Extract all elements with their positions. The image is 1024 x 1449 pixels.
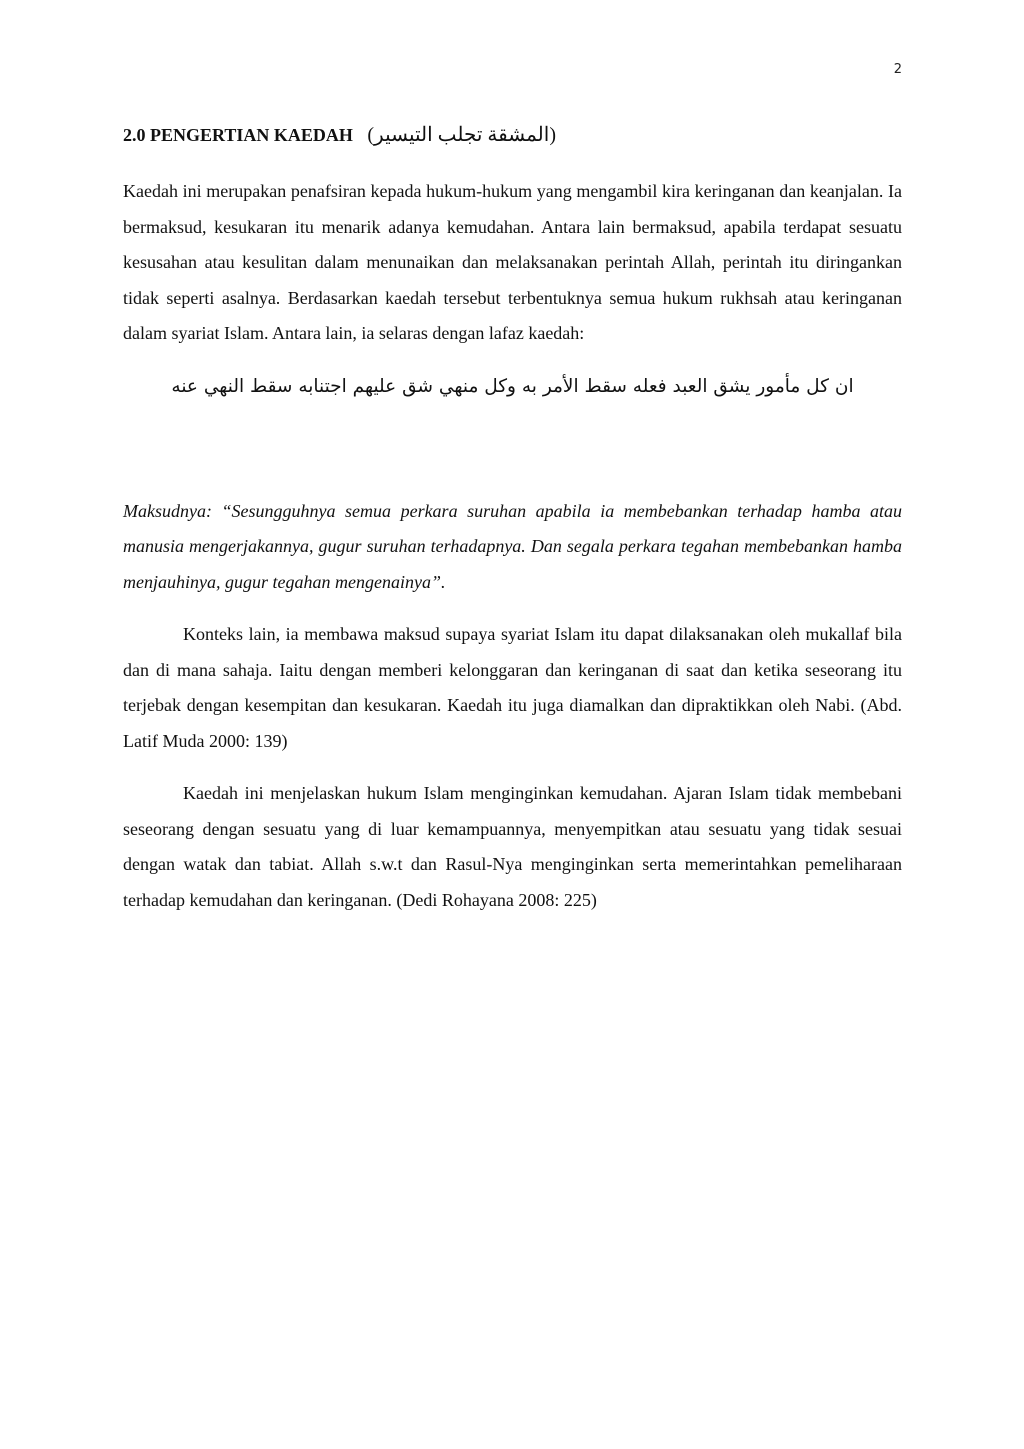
section-heading: [123, 118, 902, 152]
page-number: 2: [893, 62, 902, 77]
section-title: 2.0 PENGERTIAN KAEDAH: [123, 125, 353, 145]
arabic-quote: ان كل مأمور يشق العبد فعله سقط الأمر به وكل منهي شق عليهم اجتنابه سقط النهي عنه: [171, 375, 854, 397]
context-paragraph: Konteks lain, ia membawa maksud supaya syariat Islam itu dapat dilaksanakan oleh mukallaf bila dan di mana sahaja. Iaitu dengan memberi kelonggaran dan keringanan di saat dan ketika seseorang itu terjebak dengan kesempitan dan kesukaran. Kaedah itu juga diamalkan dan dipraktikkan oleh Nabi. (Abd. Latif Muda 2000: 139): [123, 624, 902, 751]
intro-paragraph: Kaedah ini merupakan penafsiran kepada hukum-hukum yang mengambil kira keringanan dan keanjalan. Ia bermaksud, kesukaran itu menarik adanya kemudahan. Antara lain bermaksud, apabila terdapat sesuatu kesusahan atau kesulitan dalam menunaikan dan melaksanakan perintah Allah, perintah itu diringankan tidak seperti asalnya. Berdasarkan kaedah tersebut terbentuknya semua hukum rukhsah atau keringanan dalam syariat Islam. Antara lain, ia selaras dengan lafaz kaedah:: [123, 181, 902, 343]
explanation-paragraph: Kaedah ini menjelaskan hukum Islam menginginkan kemudahan. Ajaran Islam tidak membebani seseorang dengan sesuatu yang di luar kemampuannya, menyempitkan atau sesuatu yang tidak sesuai dengan watak dan tabiat. Allah s.w.t dan Rasul-Nya menginginkan serta memerintahkan pemeliharaan terhadap kemudahan dan keringanan. (Dedi Rohayana 2008: 225): [123, 783, 902, 910]
document-body: [123, 118, 902, 918]
translation-paragraph: Maksudnya: “Sesungguhnya semua perkara suruhan apabila ia membebankan terhadap hamba atau manusia mengerjakannya, gugur suruhan terhadapnya. Dan segala perkara tegahan membebankan hamba menjauhinya, gugur tegahan mengenainya”.: [123, 500, 902, 592]
arabic-term: (المشقة تجلب التيسير): [367, 124, 556, 146]
